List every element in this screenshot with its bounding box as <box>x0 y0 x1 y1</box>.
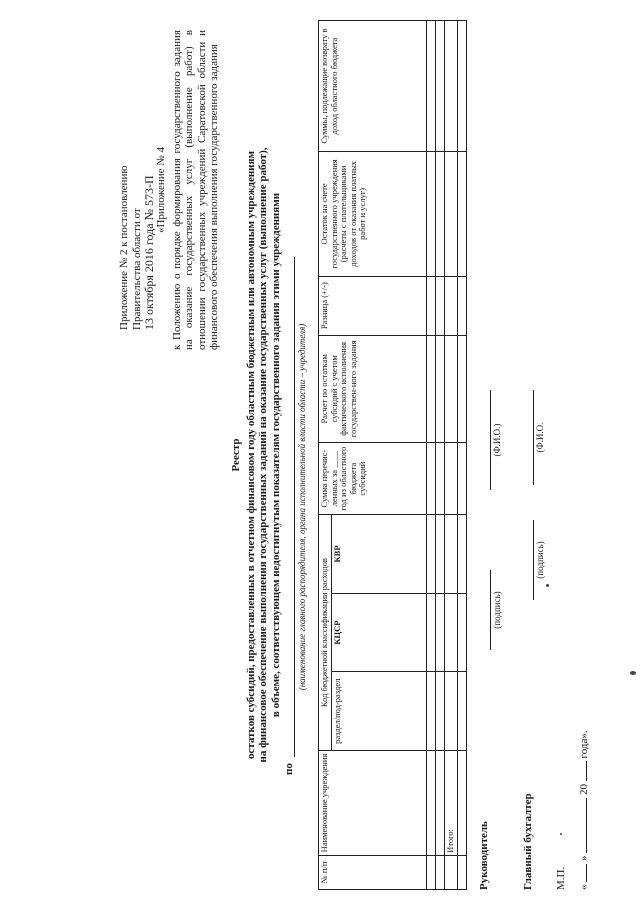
table-row <box>427 21 436 890</box>
scan-speck <box>546 584 549 587</box>
heading-word: Реестр <box>230 438 242 472</box>
col-return-header: Суммы, подлежащие возврату в доход областного бюджета <box>319 21 427 152</box>
col-kvr-header: КВР <box>332 515 427 594</box>
scan-speck <box>560 833 562 835</box>
register-heading <box>230 35 282 875</box>
head-sign-line <box>490 570 491 650</box>
table-row-total <box>445 21 458 890</box>
col-code-header: Код бюджетной классификации расходов <box>319 515 332 751</box>
heading-po: по <box>283 763 295 775</box>
accountant-sign-caption: (подпись) <box>535 541 545 579</box>
accountant-fio-caption: (Ф.И.О. <box>535 422 545 453</box>
mp-label: М.П. <box>555 866 567 890</box>
date-line <box>578 690 591 890</box>
appendix-line-2: Правительства области от <box>130 208 143 330</box>
accountant-label: Главный бухгалтер <box>522 793 534 890</box>
register-table <box>318 20 467 890</box>
table-row <box>457 21 466 890</box>
col-razdel-header: раздел/под-раздел <box>332 672 427 751</box>
appendix4-text: к Положению о порядке формирования государственного задания на оказание государственных услуг (выполнение работ) в отношении государственных учреждений Саратовской области и финансового обеспечения выполнения государственного задания <box>170 30 220 350</box>
heading-caption: (наименование главного распорядителя, органа исполнительной власти области – учредителя) <box>297 323 307 691</box>
head-fio-line <box>490 390 491 490</box>
heading-line-1: остатков субсидий, предоставленных в отчетном финансовом году областным бюджетным или автономным учреждениям <box>244 151 257 759</box>
heading-line-2: на финансовое обеспечение выполнения государственных заданий на оказание государственных услуг (выполнение работ), <box>257 147 269 763</box>
col-num-header: № п/п <box>319 855 427 889</box>
date-year: года». <box>578 730 590 759</box>
heading-line-3: в объеме, соответствующем недостигнутым показателям государственного задания этими учреждениями <box>269 192 282 718</box>
col-sum-header: Сумма перечис-ленных за ____ год из областного бюджета субсидий <box>319 443 427 515</box>
scan-speck <box>630 671 636 675</box>
col-calc-header: Расчет по остаткам субсидий с учетом фактического исполнения государствен-ного задания <box>319 335 427 442</box>
head-fio-caption: (Ф.И.О.) <box>492 423 502 457</box>
table-row <box>436 21 445 890</box>
date-open-quote: « <box>578 884 590 890</box>
col-name-header: Наименование учреждения <box>319 751 427 856</box>
appendix-line-3: 13 октября 2016 года № 573-П <box>142 175 156 330</box>
col-diff-header: Разница (+/-) <box>319 276 427 335</box>
head-label: Руководитель <box>478 821 490 890</box>
col-rest-header: Остаток на счете государственного учреждения (расчеты с плательщиками доходов от оказания платных работ и услуг) <box>319 152 427 277</box>
col-kcsr-header: КЦСР <box>332 593 427 672</box>
accountant-fio-line <box>533 390 534 485</box>
date-close-quote: » <box>578 855 590 861</box>
appendix-block <box>118 30 156 330</box>
date-20: 20 <box>578 784 590 795</box>
accountant-sign-line <box>533 520 534 600</box>
head-sign-caption: (подпись) <box>492 591 502 629</box>
appendix4-title: «Приложение № 4 <box>155 146 167 234</box>
appendix-line-1: Приложение № 2 к постановлению <box>118 165 130 330</box>
po-underline <box>294 257 295 757</box>
appendix4-block <box>155 30 221 350</box>
total-label: Итого: <box>445 751 458 856</box>
